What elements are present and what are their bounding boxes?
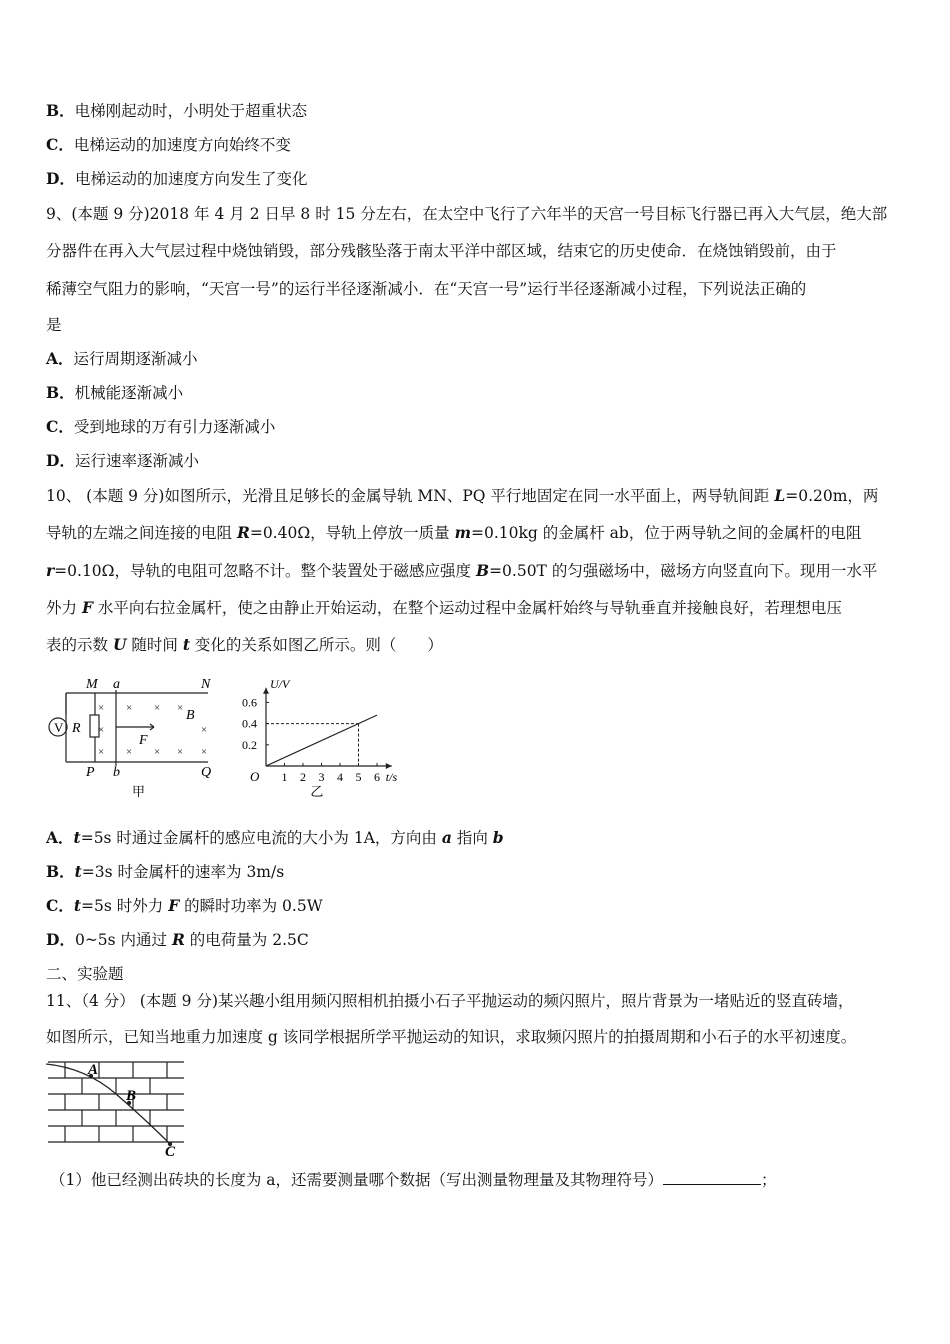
q9-option-b: B．机械能逐渐减小 bbox=[46, 383, 184, 402]
q10-stem-line-4: 外力 F 水平向右拉金属杆，使之由静止开始运动，在整个运动过程中金属杆始终与导轨垂直并接触良好，若理想电压 bbox=[46, 598, 842, 617]
label-n: N bbox=[201, 677, 211, 692]
label-q: Q bbox=[201, 765, 212, 780]
y-tick-label-0.2: 0.2 bbox=[242, 737, 257, 752]
x-tick-label-6: 6 bbox=[374, 770, 380, 784]
ut-chart-yi bbox=[234, 676, 404, 802]
y-tick-label-0.6: 0.6 bbox=[242, 695, 257, 710]
q10-stem-line-3: r=0.10Ω，导轨的电阻可忽略不计。整个装置处于磁感应强度 B=0.50T 的匀强磁场中，磁场方向竖直向下。现用一水平 bbox=[46, 561, 878, 580]
caption-yi: 乙 bbox=[310, 784, 324, 799]
x-tick-label-1: 1 bbox=[281, 770, 288, 784]
q9-option-c: C．受到地球的万有引力逐渐减小 bbox=[46, 417, 276, 436]
label-a: a bbox=[113, 677, 120, 692]
origin-label: O bbox=[250, 769, 260, 784]
field-cross-2-4: × bbox=[201, 746, 208, 758]
caption-jia: 甲 bbox=[132, 784, 146, 799]
x-tick-label-3: 3 bbox=[318, 770, 325, 784]
q10-stem-line-5: 表的示数 U 随时间 t 变化的关系如图乙所示。则（ ） bbox=[46, 635, 443, 654]
answer-blank[interactable] bbox=[663, 1170, 761, 1185]
label-p: P bbox=[86, 765, 95, 780]
q8-option-d: D．电梯运动的加速度方向发生了变化 bbox=[46, 169, 308, 188]
series-line-u bbox=[266, 715, 377, 766]
label-field-b: B bbox=[186, 708, 195, 723]
q9-option-d: D．运行速率逐渐减小 bbox=[46, 451, 199, 470]
q8-option-c: C．电梯运动的加速度方向始终不变 bbox=[46, 135, 291, 154]
x-tick-label-5: 5 bbox=[355, 770, 362, 784]
label-m: M bbox=[86, 677, 98, 692]
label-c-point: C bbox=[165, 1144, 176, 1158]
label-r: R bbox=[72, 721, 81, 736]
q10-option-c: C．t=5s 时外力 F 的瞬时功率为 0.5W bbox=[46, 896, 323, 915]
q10-stem-line-2: 导轨的左端之间连接的电阻 R=0.40Ω，导轨上停放一质量 m=0.10kg 的金属杆 ab，位于两导轨之间的金属杆的电阻 bbox=[46, 523, 862, 542]
field-cross-2-3: × bbox=[177, 746, 184, 758]
voltmeter-label: V bbox=[54, 720, 64, 735]
field-cross-2-0: × bbox=[98, 746, 105, 758]
q8-option-b: B．电梯刚起动时，小明处于超重状态 bbox=[46, 101, 308, 120]
label-b-point: B bbox=[126, 1088, 137, 1104]
q11-sub1: （1）他已经测出砖块的长度为 a，还需要测量哪个数据（写出测量物理量及其物理符号） ； bbox=[50, 1171, 777, 1189]
y-tick-label-0.4: 0.4 bbox=[242, 716, 257, 731]
label-force-f: F bbox=[139, 733, 148, 748]
label-b: b bbox=[113, 765, 120, 780]
q9-stem-line-4: 是 bbox=[46, 316, 62, 334]
q10-stem-line-1: 10、 (本题 9 分)如图所示，光滑且足够长的金属导轨 MN、PQ 平行地固定在同一水平面上，两导轨间距 L=0.20m，两 bbox=[46, 486, 879, 505]
x-axis-label: t/s bbox=[385, 770, 398, 784]
field-cross-0-2: × bbox=[154, 702, 161, 714]
x-tick-label-2: 2 bbox=[300, 770, 306, 784]
field-cross-1-4: × bbox=[201, 724, 208, 736]
q11-stem-line-2: 如图所示，已知当地重力加速度 g 该同学根据所学平抛运动的知识，求取频闪照片的拍摄周期和小石子的水平初速度。 bbox=[46, 1028, 857, 1046]
x-axis-arrow bbox=[386, 763, 392, 769]
field-cross-2-1: × bbox=[126, 746, 133, 758]
y-axis-arrow bbox=[263, 688, 269, 694]
field-cross-0-1: × bbox=[126, 702, 133, 714]
section-title: 二、实验题 bbox=[46, 965, 124, 983]
q10-option-d: D．0~5s 内通过 R 的电荷量为 2.5C bbox=[46, 930, 309, 949]
field-cross-2-2: × bbox=[154, 746, 161, 758]
brick-wall-figure bbox=[46, 1058, 196, 1158]
circuit-figure-jia bbox=[46, 676, 236, 802]
q10-option-b: B．t=3s 时金属杆的速率为 3m/s bbox=[46, 862, 285, 881]
label-a-point: A bbox=[88, 1062, 99, 1078]
field-cross-0-3: × bbox=[177, 702, 184, 714]
field-cross-0-0: × bbox=[98, 702, 105, 714]
q9-stem-line-3: 稀薄空气阻力的影响，“天宫一号”的运行半径逐渐减小．在“天宫一号”运行半径逐渐减小过程，下列说法正确的 bbox=[46, 280, 807, 298]
q11-stem-line-1: 11、（4 分） (本题 9 分)某兴趣小组用频闪照相机拍摄小石子平抛运动的频闪照片，照片背景为一堵贴近的竖直砖墙， bbox=[46, 992, 854, 1010]
q9-stem-line-1: 9、(本题 9 分)2018 年 4 月 2 日早 8 时 15 分左右，在太空中飞行了六年半的天宫一号目标飞行器已再入大气层，绝大部 bbox=[46, 205, 888, 223]
q10-option-a: A．t=5s 时通过金属杆的感应电流的大小为 1A，方向由 a 指向 b bbox=[46, 828, 504, 847]
q9-option-a: A．运行周期逐渐减小 bbox=[46, 349, 198, 368]
field-cross-1-0: × bbox=[98, 724, 105, 736]
y-axis-label: U/V bbox=[270, 677, 290, 691]
x-tick-label-4: 4 bbox=[337, 770, 343, 784]
q9-stem-line-2: 分器件在再入大气层过程中烧蚀销毁，部分残骸坠落于南太平洋中部区域，结束它的历史使命．在烧蚀销毁前，由于 bbox=[46, 242, 837, 260]
